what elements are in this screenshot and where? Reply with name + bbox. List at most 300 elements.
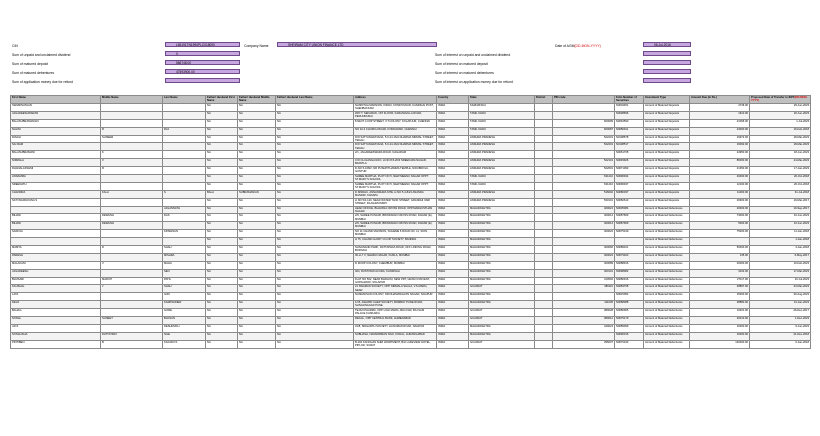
table-cell[interactable] — [553, 111, 615, 119]
cin-value[interactable]: L65191TN1990PLC018090 — [165, 42, 240, 47]
table-cell[interactable]: 411005 — [553, 301, 615, 309]
interest-matured-debentures-value[interactable] — [643, 69, 691, 74]
table-cell[interactable]: N0075019 — [615, 230, 644, 238]
table-cell[interactable]: 20-Oct-2018 — [750, 175, 811, 183]
table-cell[interactable]: NA — [276, 111, 354, 119]
table-cell[interactable]: NA — [206, 167, 238, 175]
table-cell[interactable]: NA — [276, 253, 354, 261]
table-cell[interactable]: ANDHRA PRADESH — [469, 167, 535, 175]
table-cell[interactable]: 522201 — [553, 143, 615, 151]
table-cell[interactable]: 23-Mar-2023 — [750, 285, 811, 293]
table-cell[interactable]: N0061708 — [615, 151, 644, 159]
refund-money-value[interactable] — [165, 78, 240, 83]
table-cell[interactable]: NA — [276, 119, 354, 127]
table-cell[interactable]: GUJARAT — [469, 317, 535, 325]
table-cell[interactable]: INDIA — [437, 198, 469, 206]
table-cell[interactable]: N0090316 — [615, 332, 644, 340]
table-cell[interactable]: MAHARASHTRA — [469, 238, 535, 246]
table-cell[interactable]: NA — [276, 159, 354, 167]
table-cell[interactable]: INDIA — [437, 127, 469, 135]
table-cell[interactable]: NA — [238, 167, 276, 175]
table-cell[interactable] — [163, 222, 206, 230]
table-cell[interactable]: NA — [206, 332, 238, 340]
table-cell[interactable] — [535, 269, 553, 277]
table-cell[interactable]: DEWANG — [101, 222, 163, 230]
table-cell[interactable]: 31-Jan-2023 — [750, 301, 811, 309]
table-cell[interactable]: TAMIL NADU — [469, 111, 535, 119]
table-cell[interactable]: Amount of Matured Deposits — [644, 135, 690, 143]
table-cell[interactable] — [163, 104, 206, 112]
table-cell[interactable]: 11000.00 — [690, 190, 750, 198]
table-cell[interactable]: 631210 — [553, 182, 615, 190]
table-cell[interactable] — [101, 309, 163, 317]
table-cell[interactable]: NA — [238, 246, 276, 254]
table-cell[interactable]: 4746.00 — [690, 104, 750, 112]
table-cell[interactable] — [101, 198, 163, 206]
table-cell[interactable]: MAHARASHTRA — [469, 293, 535, 301]
table-cell[interactable] — [163, 143, 206, 151]
table-cell[interactable]: TAMIL NADU — [469, 175, 535, 183]
table-cell[interactable]: 11-Jan-2018 — [750, 230, 811, 238]
table-cell[interactable]: SAROJA — [11, 230, 101, 238]
table-cell[interactable]: NA — [238, 151, 276, 159]
table-cell[interactable]: NA — [238, 324, 276, 332]
table-cell[interactable]: NA — [206, 127, 238, 135]
table-cell[interactable] — [535, 340, 553, 348]
table-cell[interactable] — [163, 135, 206, 143]
table-cell[interactable]: NA — [238, 238, 276, 246]
interest-matured-deposit-value[interactable] — [643, 60, 691, 65]
table-cell[interactable]: NA — [206, 222, 238, 230]
table-cell[interactable] — [535, 198, 553, 206]
table-cell[interactable]: BHUSARI — [11, 277, 101, 285]
table-cell[interactable]: Amount of Matured Deposits — [644, 151, 690, 159]
table-cell[interactable]: 16-Feb-2018 — [750, 127, 811, 135]
table-cell[interactable]: 26-Dec-2017 — [750, 309, 811, 317]
table-cell[interactable] — [101, 111, 163, 119]
table-cell[interactable]: MAMTA — [11, 246, 101, 254]
table-cell[interactable]: MAHARASHTRA — [469, 214, 535, 222]
table-cell[interactable]: ANDHRA PRADESH — [469, 159, 535, 167]
table-cell[interactable]: Amount of Matured Debentures — [644, 253, 690, 261]
table-cell[interactable] — [553, 104, 615, 112]
table-cell[interactable]: NA — [206, 246, 238, 254]
table-cell[interactable]: 15000.00 — [690, 293, 750, 301]
table-cell[interactable]: SHAH — [163, 246, 206, 254]
table-cell[interactable]: NA — [238, 182, 276, 190]
table-cell[interactable]: INDIA — [437, 293, 469, 301]
table-cell[interactable]: Amount of Matured Deposits — [644, 182, 690, 190]
table-cell[interactable]: BIHANI — [11, 214, 101, 222]
table-cell[interactable]: NA — [238, 111, 276, 119]
table-cell[interactable]: NA — [206, 135, 238, 143]
table-cell[interactable]: 40000.00 — [690, 175, 750, 183]
table-cell[interactable] — [535, 119, 553, 127]
table-cell[interactable]: D.SINDHU, ANNANDHRA SITE, H.NO.5-4-84/4 ANANDA MANDIR, KADAPA — [354, 190, 437, 198]
table-cell[interactable]: 10000.00 — [690, 332, 750, 340]
table-cell[interactable]: KAUSHAL — [11, 285, 101, 293]
table-cell[interactable]: 73000.00 — [690, 214, 750, 222]
table-cell[interactable]: Amount of Matured Deposits — [644, 111, 690, 119]
table-cell[interactable] — [163, 151, 206, 159]
table-cell[interactable]: NA — [238, 261, 276, 269]
table-cell[interactable]: Amount of Matured Debentures — [644, 293, 690, 301]
table-cell[interactable]: NA — [206, 238, 238, 246]
table-cell[interactable] — [690, 238, 750, 246]
table-cell[interactable]: NA — [206, 175, 238, 183]
table-cell[interactable]: SUNEER — [101, 135, 163, 143]
table-cell[interactable]: 12100.00 — [690, 182, 750, 190]
date-value[interactable]: 06-Jul-2016 — [643, 42, 691, 47]
table-cell[interactable]: NA — [238, 143, 276, 151]
table-cell[interactable]: GUJARAT — [469, 285, 535, 293]
table-cell[interactable]: 19-Mar-2017 — [750, 198, 811, 206]
table-cell[interactable] — [535, 317, 553, 325]
table-cell[interactable]: 10001.00 — [690, 309, 750, 317]
table-cell[interactable]: NA — [238, 285, 276, 293]
table-cell[interactable] — [535, 135, 553, 143]
table-cell[interactable]: 10-Jun-2023 — [750, 222, 811, 230]
table-cell[interactable]: N0070193 — [615, 340, 644, 348]
table-cell[interactable] — [535, 332, 553, 340]
table-cell[interactable]: INDIA — [437, 104, 469, 112]
table-cell[interactable] — [163, 159, 206, 167]
table-cell[interactable]: Amount of Matured Debentures — [644, 285, 690, 293]
table-cell[interactable]: NA — [276, 222, 354, 230]
table-cell[interactable]: 40000.00 — [690, 261, 750, 269]
table-cell[interactable]: N0035384 — [615, 206, 644, 214]
table-cell[interactable]: NA — [276, 340, 354, 348]
table-cell[interactable]: C/O CH.GANGA RAO, H.NO.8-5-20/3 SREEKARA NAGAR, BAPATLA — [354, 159, 437, 167]
table-cell[interactable] — [535, 222, 553, 230]
table-cell[interactable]: N0080037 — [615, 190, 644, 198]
table-cell[interactable]: RAVALI — [11, 135, 101, 143]
table-cell[interactable]: INDIA — [437, 317, 469, 325]
table-cell[interactable]: MARUTI — [101, 277, 163, 285]
table-cell[interactable] — [535, 104, 553, 112]
table-cell[interactable]: 522201 — [553, 135, 615, 143]
table-cell[interactable]: 9-Jun-2023 — [750, 324, 811, 332]
table-cell[interactable]: NA — [206, 324, 238, 332]
table-cell[interactable]: 6-Jan-2018 — [750, 340, 811, 348]
table-cell[interactable]: 2/9, SHREE PUNJAB, BRINDAVAN CROSS ROAD, DADAR (E), MUMBAI — [354, 222, 437, 230]
table-cell[interactable]: 28880.00 — [690, 301, 750, 309]
table-cell[interactable]: NA — [238, 309, 276, 317]
table-cell[interactable]: NA — [206, 269, 238, 277]
table-cell[interactable]: 21066.00 — [690, 119, 750, 127]
table-cell[interactable] — [11, 238, 101, 246]
table-cell[interactable] — [101, 238, 163, 246]
table-cell[interactable]: N0073323 — [615, 253, 644, 261]
table-cell[interactable]: NA — [206, 285, 238, 293]
table-cell[interactable]: N0087669 — [615, 222, 644, 230]
table-cell[interactable]: SATYANARAYANA S — [11, 198, 101, 206]
table-cell[interactable]: NA — [276, 104, 354, 112]
table-cell[interactable]: NA — [238, 135, 276, 143]
table-cell[interactable]: SUBRAMANIAN — [238, 190, 276, 198]
table-cell[interactable]: INDIA — [437, 332, 469, 340]
table-cell[interactable]: DEVA — [11, 301, 101, 309]
table-cell[interactable]: TAMIL NADU — [469, 127, 535, 135]
table-cell[interactable]: SUNEET — [101, 317, 163, 325]
table-cell[interactable]: MAHA — [163, 261, 206, 269]
table-cell[interactable]: 522601 — [553, 167, 615, 175]
table-cell[interactable]: 21 SWAMAN SOCIETY, OPP NIRMALA SHALA, V.S.MARG, NEAR — [354, 285, 437, 293]
table-cell[interactable]: JAYA — [11, 324, 101, 332]
table-cell[interactable]: BIHANI — [11, 222, 101, 230]
table-cell[interactable]: GUJARAT — [469, 340, 535, 348]
table-cell[interactable]: NA — [206, 317, 238, 325]
table-cell[interactable]: KARNATAKA — [469, 104, 535, 112]
table-cell[interactable] — [101, 293, 163, 301]
table-cell[interactable]: MAHARASHTRA — [469, 269, 535, 277]
table-cell[interactable]: N0090497 — [615, 182, 644, 190]
table-cell[interactable]: 400066 — [553, 246, 615, 254]
table-cell[interactable] — [553, 238, 615, 246]
table-cell[interactable] — [535, 309, 553, 317]
table-cell[interactable]: 400089 — [553, 261, 615, 269]
table-cell[interactable]: N0093926 — [615, 159, 644, 167]
table-cell[interactable]: DAS — [163, 214, 206, 222]
table-cell[interactable]: N0108517 — [615, 143, 644, 151]
table-cell[interactable]: Amount of Matured Debentures — [644, 230, 690, 238]
table-cell[interactable]: BHOJAN — [163, 317, 206, 325]
table-cell[interactable]: KALA — [101, 190, 163, 198]
table-cell[interactable]: D/O SATYANARAYANA, 5-6-24-16/A DHARMA NIRMAL STREET, TENALI — [354, 135, 437, 143]
table-cell[interactable]: 600087 — [553, 127, 615, 135]
table-cell[interactable]: 410502 — [553, 277, 615, 285]
table-cell[interactable]: NO 10-4 CHURCH ROAD, KONDAVADI, CHENNAI — [354, 127, 437, 135]
table-cell[interactable]: 1/15, ASHWIN CHEP SOCIETY, BOMBAY PUNE ROAD, SHIVAJINAGAR PUNE — [354, 301, 437, 309]
table-cell[interactable]: SEN — [163, 269, 206, 277]
table-cell[interactable]: N0108578 — [615, 135, 644, 143]
table-cell[interactable]: 20410.00 — [690, 317, 750, 325]
table-cell[interactable]: Amount of Matured Debentures — [644, 332, 690, 340]
table-cell[interactable]: N0094590 — [615, 119, 644, 127]
table-cell[interactable] — [535, 151, 553, 159]
table-cell[interactable]: Amount of Matured Deposits — [644, 119, 690, 127]
table-cell[interactable]: NILE — [163, 332, 206, 340]
table-cell[interactable]: NA — [238, 119, 276, 127]
table-cell[interactable] — [101, 269, 163, 277]
table-cell[interactable]: NANDANVAN COLONY, NR DHAMANGAON NAGAR, NAGPUR — [354, 293, 437, 301]
table-cell[interactable]: Amount of Matured Deposits — [644, 190, 690, 198]
table-cell[interactable]: 19372.00 — [690, 135, 750, 143]
table-cell[interactable]: NA — [206, 309, 238, 317]
table-cell[interactable]: NA — [276, 238, 354, 246]
table-cell[interactable]: D-NO 5-168/2, NR PUSHPITHAMMA TEMPLE, NIDUBROLU, GUNTUR — [354, 167, 437, 175]
table-cell[interactable]: ANDHRA PRADESH — [469, 151, 535, 159]
table-cell[interactable]: NA — [276, 214, 354, 222]
table-cell[interactable] — [101, 324, 163, 332]
table-cell[interactable]: V — [101, 159, 163, 167]
table-cell[interactable]: NA — [276, 301, 354, 309]
table-cell[interactable]: NA — [206, 119, 238, 127]
table-cell[interactable]: 400022 — [553, 230, 615, 238]
table-cell[interactable] — [535, 175, 553, 183]
table-cell[interactable]: NA — [276, 332, 354, 340]
table-cell[interactable]: S — [163, 190, 206, 198]
table-cell[interactable]: NA — [206, 198, 238, 206]
table-cell[interactable]: D/O SATYANARAYANA, 5-6-24-16/A DHARMA NIRMAL STREET, TENALI — [354, 143, 437, 151]
table-cell[interactable] — [553, 151, 615, 159]
table-cell[interactable]: JAGADEESH — [11, 269, 101, 277]
table-cell[interactable]: 31/8, SIDHARTH SOCIETY, HANUMAN ROAD, NAGPUR — [354, 324, 437, 332]
table-cell[interactable]: MALAKANI — [11, 261, 101, 269]
table-cell[interactable]: SAI RAM — [11, 143, 101, 151]
table-cell[interactable]: H 75, CHAND GLORY CO-OP SOCIETY, BANDRA — [354, 238, 437, 246]
table-cell[interactable]: Amount of Matured Debentures — [644, 277, 690, 285]
table-cell[interactable]: SHIVANAND PARK, DATTAPADA ROAD, OFF LINKING ROAD, BORIVALI — [354, 246, 437, 254]
table-cell[interactable] — [163, 182, 206, 190]
table-cell[interactable]: BALASUBRAMANI — [11, 151, 101, 159]
table-cell[interactable] — [535, 238, 553, 246]
table-cell[interactable]: N0008696 — [615, 111, 644, 119]
table-cell[interactable]: H NO 5/4-120, NEAR WATER TANK STREET, GRANDHI VARI STREET, RAJAHMUNDRY — [354, 198, 437, 206]
table-cell[interactable]: ANDHRA PRADESH — [469, 190, 535, 198]
table-cell[interactable]: NA — [276, 269, 354, 277]
table-cell[interactable] — [163, 167, 206, 175]
table-cell[interactable]: 440024 — [553, 324, 615, 332]
table-cell[interactable]: Amount of Matured Debentures — [644, 206, 690, 214]
table-cell[interactable]: INDIA — [437, 230, 469, 238]
table-cell[interactable]: NA — [238, 317, 276, 325]
table-cell[interactable] — [163, 111, 206, 119]
table-cell[interactable]: INDIA — [437, 206, 469, 214]
table-cell[interactable]: SHREE MARTHA, PLOT NO 5, NEW MEENU NAGAR OPPT. ST.MARY'S SCHOOL — [354, 175, 437, 183]
table-cell[interactable] — [163, 198, 206, 206]
table-cell[interactable]: MAHARASHTRA — [469, 332, 535, 340]
table-cell[interactable]: NA — [276, 143, 354, 151]
table-cell[interactable]: INDIA — [437, 301, 469, 309]
table-cell[interactable]: INDIA — [437, 285, 469, 293]
table-cell[interactable]: N0088916 — [615, 261, 644, 269]
table-cell[interactable]: 5000.00 — [690, 222, 750, 230]
table-cell[interactable]: NA — [206, 182, 238, 190]
table-cell[interactable]: 1-Jan-2018 — [750, 238, 811, 246]
table-cell[interactable]: NA — [238, 175, 276, 183]
table-cell[interactable]: TEJAN PHARMA, OPP LOHI MARG, BLD-FAR, B/H SAM PALACE KANKARIA — [354, 309, 437, 317]
table-cell[interactable]: NIRMALA — [11, 159, 101, 167]
table-cell[interactable]: NA — [206, 340, 238, 348]
table-cell[interactable]: INDIA — [437, 182, 469, 190]
table-cell[interactable]: NA — [276, 317, 354, 325]
table-cell[interactable]: Amount of Matured Debentures — [644, 222, 690, 230]
table-cell[interactable]: N0015054 — [615, 293, 644, 301]
table-cell[interactable]: 17-Jan-2023 — [750, 167, 811, 175]
table-cell[interactable]: NA — [276, 206, 354, 214]
table-cell[interactable] — [535, 324, 553, 332]
table-cell[interactable]: INDIA — [437, 159, 469, 167]
table-cell[interactable] — [535, 111, 553, 119]
table-cell[interactable] — [101, 175, 163, 183]
table-cell[interactable]: BALA — [206, 190, 238, 198]
table-cell[interactable]: NA — [206, 206, 238, 214]
table-cell[interactable]: NA — [238, 277, 276, 285]
table-cell[interactable]: Amount of Matured Deposits — [644, 143, 690, 151]
table-cell[interactable] — [553, 293, 615, 301]
table-cell[interactable] — [535, 301, 553, 309]
table-cell[interactable]: MAHARASHTRA — [469, 301, 535, 309]
table-cell[interactable]: INDIA — [437, 253, 469, 261]
table-cell[interactable]: NA — [276, 324, 354, 332]
table-cell[interactable] — [101, 143, 163, 151]
table-cell[interactable]: GORE — [163, 309, 206, 317]
table-cell[interactable]: NA — [238, 206, 276, 214]
interest-refund-value[interactable] — [643, 78, 691, 83]
matured-deposit-value[interactable]: 586748.00 — [165, 60, 240, 65]
table-cell[interactable]: NA — [238, 301, 276, 309]
table-cell[interactable]: B-202 KANCHAN SHRI APARTMENT, B/H LAKEVIEW HOTEL, PIPLOD, SURAT — [354, 340, 437, 348]
table-cell[interactable]: NA — [276, 285, 354, 293]
table-cell[interactable]: 6-May-2017 — [750, 253, 811, 261]
table-cell[interactable]: 380110 — [553, 285, 615, 293]
table-cell[interactable]: Amount of Matured Debentures — [644, 324, 690, 332]
table-cell[interactable]: NA — [276, 151, 354, 159]
table-cell[interactable]: ANDHRA PRADESH — [469, 135, 535, 143]
table-cell[interactable]: 600099 — [553, 119, 615, 127]
matured-debentures-value[interactable]: 47593900.00 — [165, 69, 240, 74]
table-cell[interactable]: JAGANNATH — [163, 206, 206, 214]
table-cell[interactable]: INDIA — [437, 238, 469, 246]
table-cell[interactable]: NALINI — [11, 127, 101, 135]
table-cell[interactable]: PRITIBEN — [11, 340, 101, 348]
table-cell[interactable]: N0080916 — [615, 277, 644, 285]
table-cell[interactable]: N0080911 — [615, 127, 644, 135]
table-cell[interactable]: R — [101, 167, 163, 175]
table-cell[interactable]: 10000.00 — [690, 324, 750, 332]
table-cell[interactable] — [101, 119, 163, 127]
table-cell[interactable]: 24-Mar-2023 — [750, 159, 811, 167]
table-cell[interactable]: INDIA — [437, 135, 469, 143]
table-cell[interactable]: JAGADEESHWARAN — [11, 111, 101, 119]
table-cell[interactable]: 50000.00 — [690, 246, 750, 254]
table-cell[interactable]: Amount of Matured Deposits — [644, 167, 690, 175]
table-cell[interactable]: 631210 — [553, 175, 615, 183]
table-cell[interactable]: Amount of Matured Debentures — [644, 238, 690, 246]
table-cell[interactable]: HEAD OFFICE, BHAVANA CROSS ROAD, OPP.MADHUSTHAN NAGAR — [354, 206, 437, 214]
table-cell[interactable] — [535, 159, 553, 167]
table-cell[interactable]: NA — [276, 230, 354, 238]
table-cell[interactable]: TAMIL NADU — [469, 119, 535, 127]
table-cell[interactable]: 1-Dec-2023 — [750, 317, 811, 325]
table-cell[interactable]: INDIA — [437, 143, 469, 151]
table-cell[interactable]: NANDITHA MANSION, KIRAN, KONDIYANUR, KANDIGAI POST, SHENBAKKAM — [354, 104, 437, 112]
table-cell[interactable]: 17-Mar-2023 — [750, 269, 811, 277]
table-cell[interactable]: NA — [276, 135, 354, 143]
table-cell[interactable]: N0083768 — [615, 285, 644, 293]
company-value[interactable]: SHRIRAM CITY UNION FINANCE LTD — [277, 42, 437, 47]
table-cell[interactable]: 2/1, JAGADEESWARA ROAD, NAGARAM — [354, 151, 437, 159]
interest-unpaid-dividend-value[interactable] — [643, 51, 691, 56]
table-cell[interactable]: NA — [276, 309, 354, 317]
table-cell[interactable]: FLAT NO 502, NEAR BHAVANI, NEW PRT, GRAM CONVENT, GOPALWADI, SOLAPUR — [354, 277, 437, 285]
table-cell[interactable]: Amount of Matured Debentures — [644, 309, 690, 317]
table-cell[interactable]: 380028 — [553, 309, 615, 317]
table-cell[interactable]: NA — [238, 198, 276, 206]
table-cell[interactable]: D ROOP COLONY, CHEMBUR, MUMBAI — [354, 261, 437, 269]
table-cell[interactable]: 18-Jun-2023 — [750, 151, 811, 159]
table-cell[interactable]: N0089161 — [615, 246, 644, 254]
table-cell[interactable]: 24950.00 — [690, 151, 750, 159]
table-cell[interactable]: Amount of Matured Debentures — [644, 214, 690, 222]
table-cell[interactable]: NA — [276, 127, 354, 135]
table-cell[interactable] — [535, 246, 553, 254]
table-cell[interactable]: Amount of Matured Debentures — [644, 261, 690, 269]
table-cell[interactable]: INDIA — [437, 246, 469, 254]
table-cell[interactable]: INDIA — [437, 309, 469, 317]
table-cell[interactable]: INDIA — [437, 340, 469, 348]
